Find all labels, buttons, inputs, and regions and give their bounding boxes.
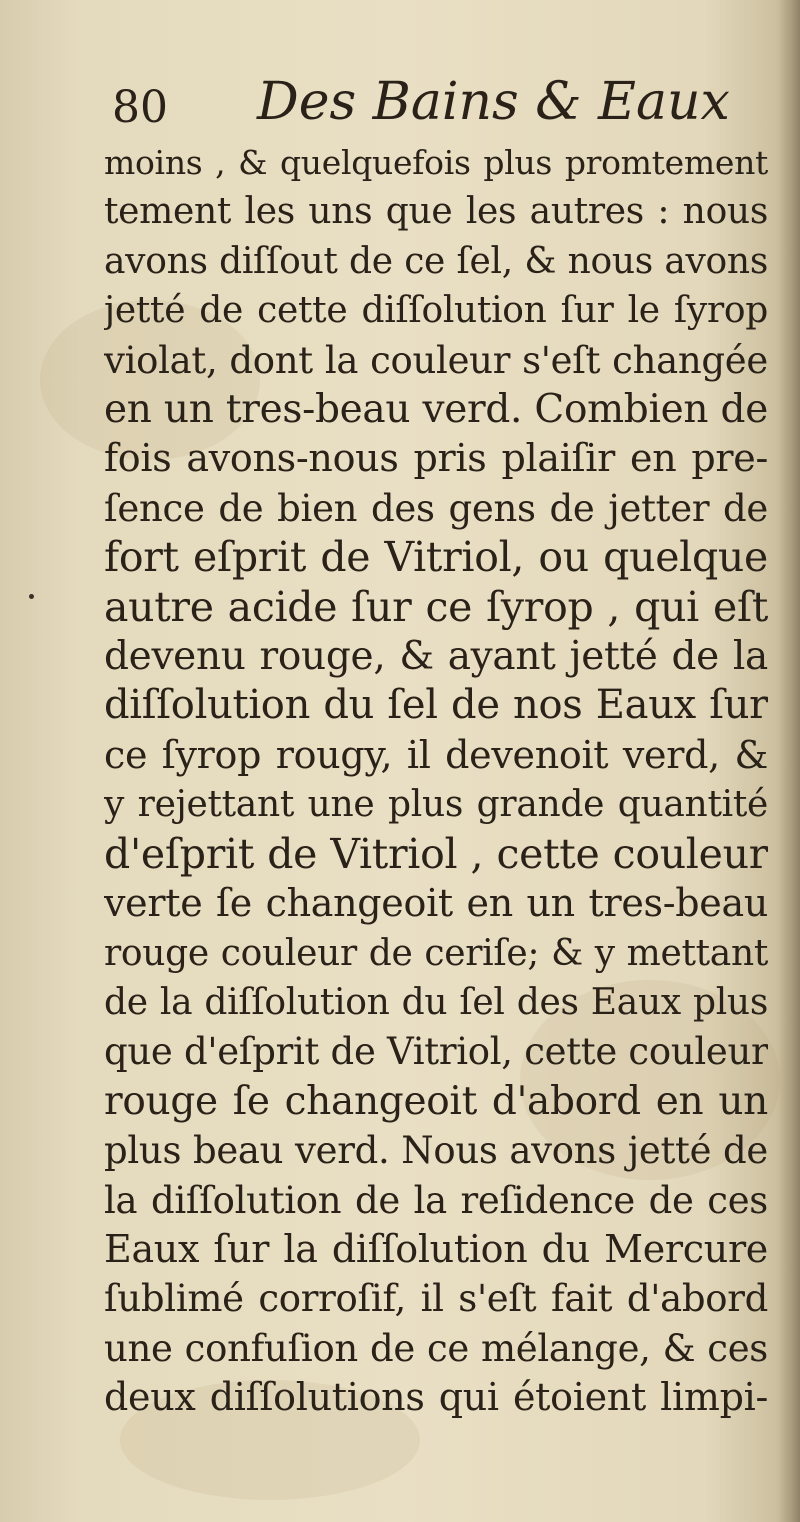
text-line: la diſſolution de la reſidence de ces	[104, 1178, 768, 1222]
margin-mark	[29, 594, 34, 599]
text-line: ſence de bien des gens de jetter de	[104, 486, 768, 530]
text-line: ce ſyrop rougy, il devenoit verd, &	[104, 732, 768, 777]
body-text	[104, 138, 768, 1423]
text-line: diſſolution du ſel de nos Eaux ſur	[104, 682, 768, 729]
text-line: fort eſprit de Vitriol, ou quelque	[104, 533, 768, 582]
text-line: une confuſion de ce mélange, & ces	[104, 1326, 768, 1370]
text-line: autre acide ſur ce ſyrop , qui eſt	[104, 582, 768, 631]
text-line: rouge ſe changeoit d'abord en un	[104, 1078, 768, 1124]
page-header	[112, 72, 730, 142]
text-line: deux diſſolutions qui étoient limpi-	[104, 1375, 768, 1420]
text-line: ſublimé corroſif, il s'eſt fait d'abord	[104, 1277, 768, 1321]
page-number: 80	[112, 82, 168, 133]
text-line: moins , & quelquefois plus promtement	[104, 143, 768, 182]
text-line: devenu rouge, & ayant jetté de la	[104, 634, 768, 680]
text-line: avons diſſout de ce ſel, & nous avons	[104, 240, 768, 282]
text-line: rouge couleur de ceriſe; & y mettant	[104, 932, 768, 974]
text-line: verte ſe changeoit en un tres-beau	[104, 881, 768, 926]
text-line: Eaux ſur la diſſolution du Mercure	[104, 1226, 768, 1271]
running-title: Des Bains & Eaux	[257, 72, 730, 132]
text-line: violat, dont la couleur s'eſt changée	[104, 338, 768, 382]
text-line: plus beau verd. Nous avons jetté de	[104, 1129, 768, 1173]
text-line: tement les uns que les autres : nous	[104, 191, 768, 233]
text-line: d'eſprit de Vitriol , cette couleur	[104, 829, 768, 878]
text-line: jetté de cette diſſolution ſur le ſyrop	[104, 290, 768, 332]
text-line: y rejettant une plus grande quantité	[104, 784, 768, 826]
text-line: de la diſſolution du ſel des Eaux plus	[104, 981, 768, 1023]
page-edge-shadow	[778, 0, 800, 1522]
text-line: fois avons-nous pris plaiſir en pre-	[104, 436, 768, 481]
text-line: que d'eſprit de Vitriol, cette couleur	[104, 1030, 768, 1074]
text-line: en un tres-beau verd. Combien de	[104, 387, 768, 433]
